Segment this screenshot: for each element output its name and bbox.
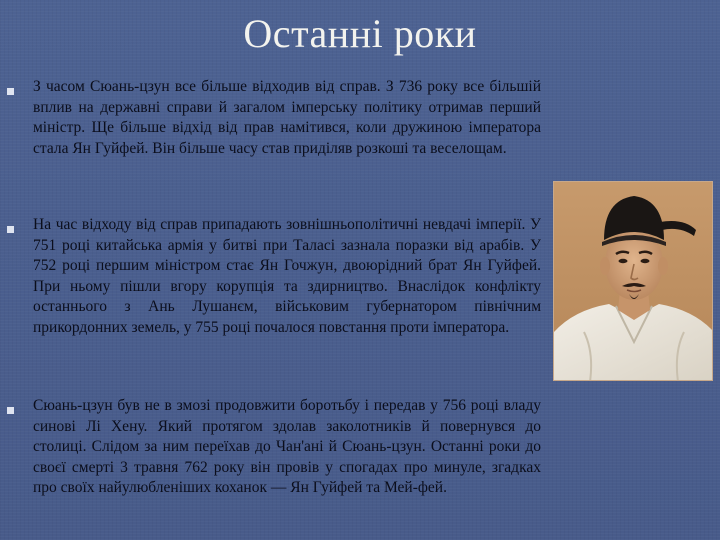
paragraph-1: З часом Сюань-цзун все більше відходив від справ. З 736 року все більшій вплив на державні справи й загалом імперську політику отримав перший міністр. Ще більше відхід від прав намітився, коли дружиною імператора стала Ян Гуйфей. Він більше часу став приділяв розкоші та веселощам. [33, 78, 541, 157]
bullet-marker-1 [7, 88, 14, 95]
slide-title: Останні роки [243, 11, 477, 56]
bullet-marker-3 [7, 407, 14, 414]
bullet-marker-2 [7, 226, 14, 233]
paragraph-2: На час відходу від справ припадають зовнішньополітичні невдачі імперії. У 751 році китайська армія у битві при Таласі зазнала поразки від арабів. У 752 році першим міністром стає Ян Гочжун, двоюрідний брат Ян Гуйфей. При ньому пішли вгору корупція та здирництво. Внаслідок конфлікту останнього з Ань Лушанєм, військовим губернатором північним прикордонних земель, у 755 році почалося повстання проти імператора. [33, 216, 541, 336]
paragraph-3: Сюань-цзун був не в змозі продовжити боротьбу і передав у 756 році владу синові Лі Хену. Який протягом здолав заколотників й повернувся до столиці. Слідом за ним переїхав до Чан'ані й Сюань-цзун. Останні роки до своєї смерті 3 травня 762 року він провів у спогадах про минуле, згадках про своїх найулюбленіших коханок — Ян Гуйфей та Мей-фей. [33, 397, 541, 497]
emperor-portrait-image [553, 181, 713, 381]
